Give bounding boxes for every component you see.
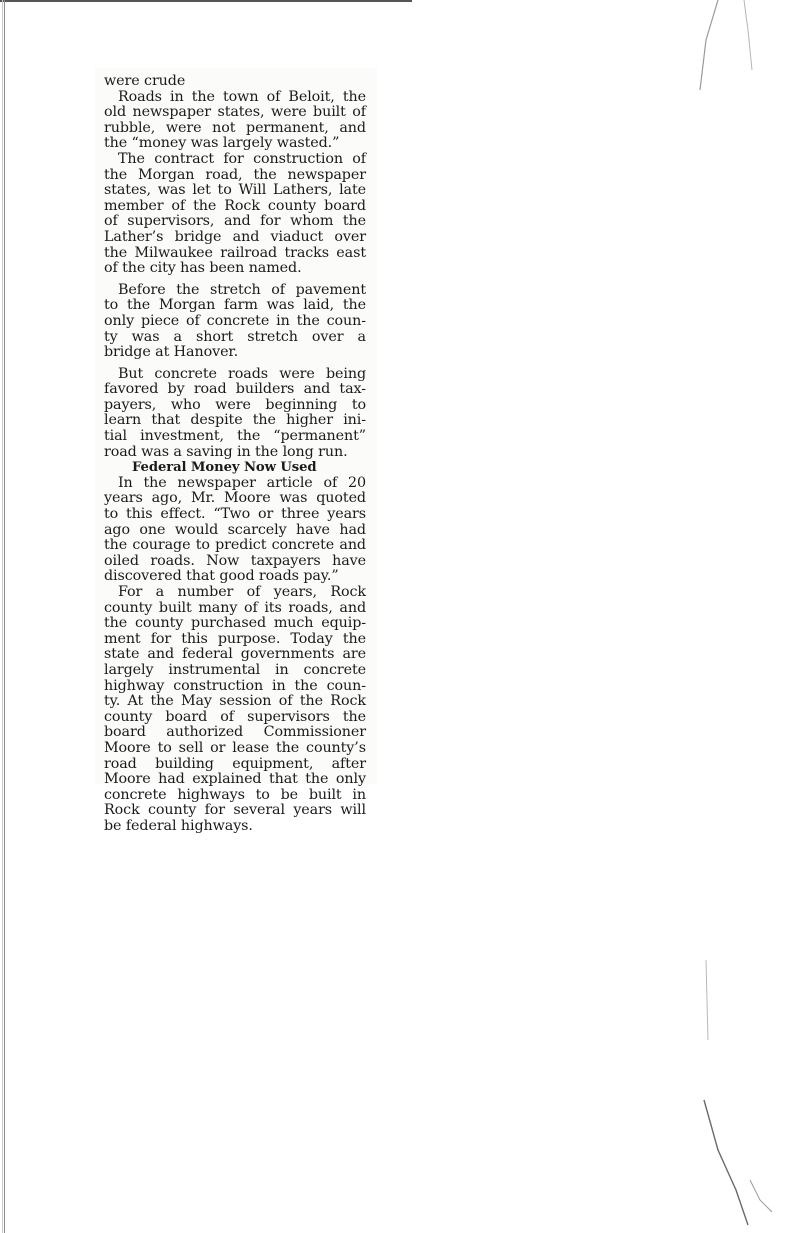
- text-line: concrete highways to be built in: [104, 786, 366, 803]
- text-line: to this effect. “Two or three years: [104, 506, 366, 523]
- text-line: the Milwaukee railroad tracks east: [104, 244, 366, 261]
- text-line: favored by road builders and tax-: [104, 381, 366, 398]
- article-paragraph: [104, 152, 366, 277]
- text-line: ment for this purpose. Today the: [104, 630, 366, 647]
- text-line: road was a saving in the long run.: [104, 443, 348, 460]
- text-line: were crude: [104, 73, 186, 89]
- text-line: largely instrumental in concrete: [104, 661, 366, 678]
- text-line: tial investment, the “permanent”: [104, 428, 366, 445]
- text-line: only piece of concrete in the coun-: [104, 312, 366, 329]
- text-line: learn that despite the higher ini-: [104, 412, 366, 429]
- text-line: county built many of its roads, and: [104, 599, 366, 616]
- text-line: The contract for construction of: [118, 150, 366, 167]
- text-line: But concrete roads were being: [118, 365, 366, 382]
- text-line: ty. At the May session of the Rock: [104, 693, 366, 710]
- text-line: county board of supervisors the: [104, 708, 366, 725]
- text-line: Roads in the town of Beloit, the: [118, 88, 366, 105]
- text-line: For a number of years, Rock: [118, 584, 366, 600]
- text-line: board authorized Commissioner: [104, 724, 366, 741]
- text-line: Rock county for several years will: [104, 802, 366, 819]
- text-line: the courage to predict concrete and: [104, 537, 366, 554]
- text-line: old newspaper states, were built of: [104, 104, 366, 121]
- text-line: the county purchased much equip-: [104, 615, 366, 632]
- text-line: ty was a short stretch over a: [104, 328, 366, 345]
- article-paragraph: [104, 585, 366, 835]
- text-line: states, was let to Will Lathers, late: [104, 182, 366, 199]
- text-line: years ago, Mr. Moore was quoted: [104, 490, 366, 507]
- article-paragraph: [104, 74, 366, 90]
- article-paragraph: [104, 283, 366, 361]
- text-line: Moore to sell or lease the county’s: [104, 739, 366, 756]
- subheading: Federal Money Now Used: [132, 460, 317, 476]
- text-line: the “money was largely wasted.”: [104, 135, 340, 152]
- text-line: highway construction in the coun-: [104, 677, 366, 694]
- text-line: bridge at Hanover.: [104, 344, 239, 361]
- text-line: oiled roads. Now taxpayers have: [104, 552, 366, 569]
- text-line: Lather’s bridge and viaduct over: [104, 228, 366, 245]
- text-line: Before the stretch of pavement: [118, 281, 366, 298]
- text-line: Moore had explained that the only: [104, 771, 366, 788]
- text-line: discovered that good roads pay.”: [104, 568, 339, 585]
- text-line: payers, who were beginning to: [104, 396, 366, 413]
- article-paragraph: [104, 476, 366, 585]
- article-column: [104, 74, 366, 835]
- article-paragraph: [104, 367, 366, 461]
- text-line: be federal highways.: [104, 817, 253, 834]
- text-line: state and federal governments are: [104, 646, 366, 663]
- article-paragraph: [104, 90, 366, 152]
- text-line: rubble, were not permanent, and: [104, 119, 366, 136]
- text-line: to the Morgan farm was laid, the: [104, 297, 366, 314]
- text-line: In the newspaper article of 20: [118, 474, 366, 491]
- text-line: member of the Rock county board: [104, 197, 366, 214]
- text-line: road building equipment, after: [104, 755, 366, 772]
- text-line: the Morgan road, the newspaper: [104, 166, 366, 183]
- text-line: ago one would scarcely have had: [104, 521, 366, 538]
- text-line: of supervisors, and for whom the: [104, 213, 366, 230]
- text-line: of the city has been named.: [104, 260, 302, 277]
